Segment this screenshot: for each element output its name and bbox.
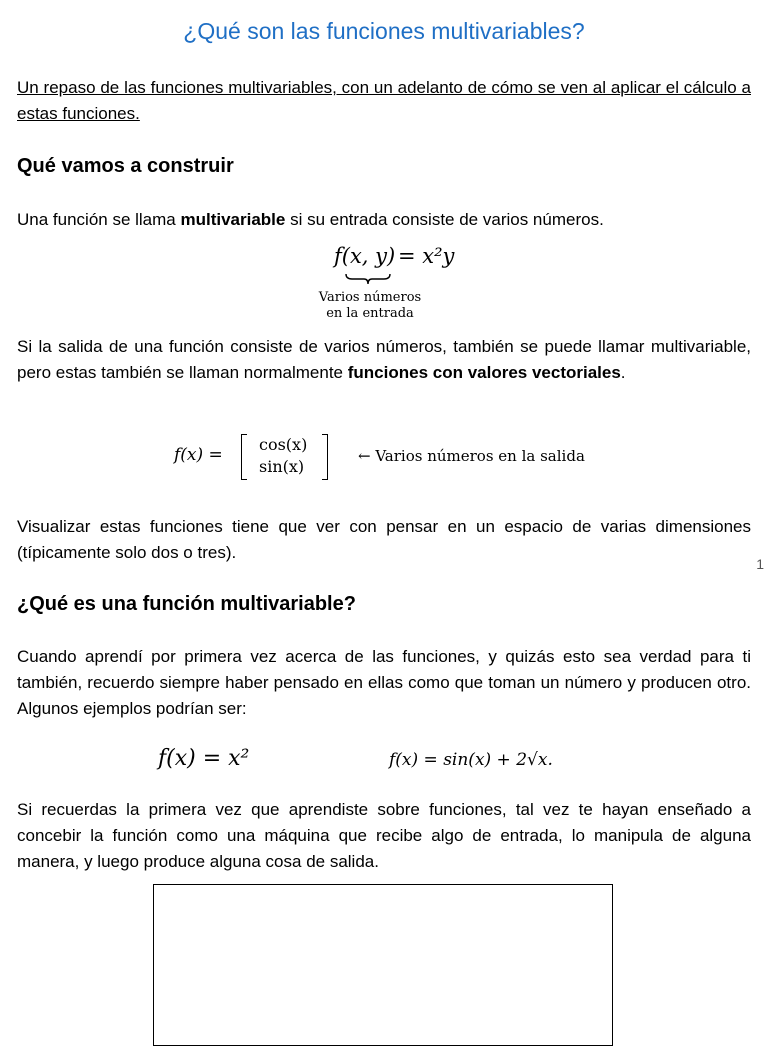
bold-term-multivariable: multivariable [180, 210, 286, 229]
section-heading-what-is: ¿Qué es una función multivariable? [17, 593, 356, 615]
text-span: Una función se llama [17, 210, 181, 229]
function-machine-figure [153, 884, 613, 1046]
text-span: si su entrada consiste de varios números. [285, 210, 604, 229]
equation-sin-sqrt: f(x) = sin(x) + 2√x. [389, 750, 553, 770]
text-span: . [620, 363, 626, 382]
equation-f-xy-rhs: = x²y [398, 244, 455, 268]
paragraph-visualize: Visualizar estas funciones tiene que ver con pensar en un espacio de varias dimensiones (típicamente solo dos o tres). [17, 517, 751, 562]
intro-paragraph: Un repaso de las funciones multivariables, con un adelanto de cómo se ven al aplicar el cálculo a estas funciones. [17, 78, 751, 123]
paragraph-vector-valued [17, 334, 751, 386]
vector-row-cos: cos(x) [259, 435, 308, 454]
equation-vector-lhs: f(x) = [174, 445, 223, 465]
text-span: Si la salida de una función consiste de varios números, también se puede llamar multivariable, pero estas también se llaman normalmente [17, 337, 751, 382]
page-title: ¿Qué son las funciones multivariables? [183, 18, 585, 44]
brace-label-line: Varios números [318, 290, 422, 305]
paragraph-first-learned: Cuando aprendí por primera vez acerca de las funciones, y quizás esto sea verdad para ti también, recuerdo siempre haber pensado en ellas como que toman un número y producen otro. Algunos ejemplos podrían ser: [17, 647, 751, 718]
right-bracket [322, 434, 328, 480]
section-heading-build: Qué vamos a construir [17, 155, 234, 177]
brace-label-inputs [300, 290, 440, 322]
vector-entries [259, 434, 307, 478]
vector-row-sin: sin(x) [259, 457, 305, 476]
underbrace-icon [344, 272, 392, 286]
equation-x-squared: f(x) = x² [158, 746, 250, 771]
paragraph-multivariable-definition [17, 207, 751, 233]
vector-output-note: ← Varios números en la salida [358, 447, 585, 465]
equation-f-xy-lhs: f(x, y) [334, 244, 396, 268]
paragraph-function-machine: Si recuerdas la primera vez que aprendiste sobre funciones, tal vez te hayan enseñado a concebir la función como una máquina que recibe algo de entrada, lo manipula de alguna manera, y luego produce alguna cosa de salida. [17, 800, 751, 871]
page-number: 1 [756, 556, 764, 572]
left-bracket [241, 434, 247, 480]
brace-label-line: en la entrada [326, 306, 414, 321]
bold-term-vector-valued: funciones con valores vectoriales [347, 363, 621, 382]
